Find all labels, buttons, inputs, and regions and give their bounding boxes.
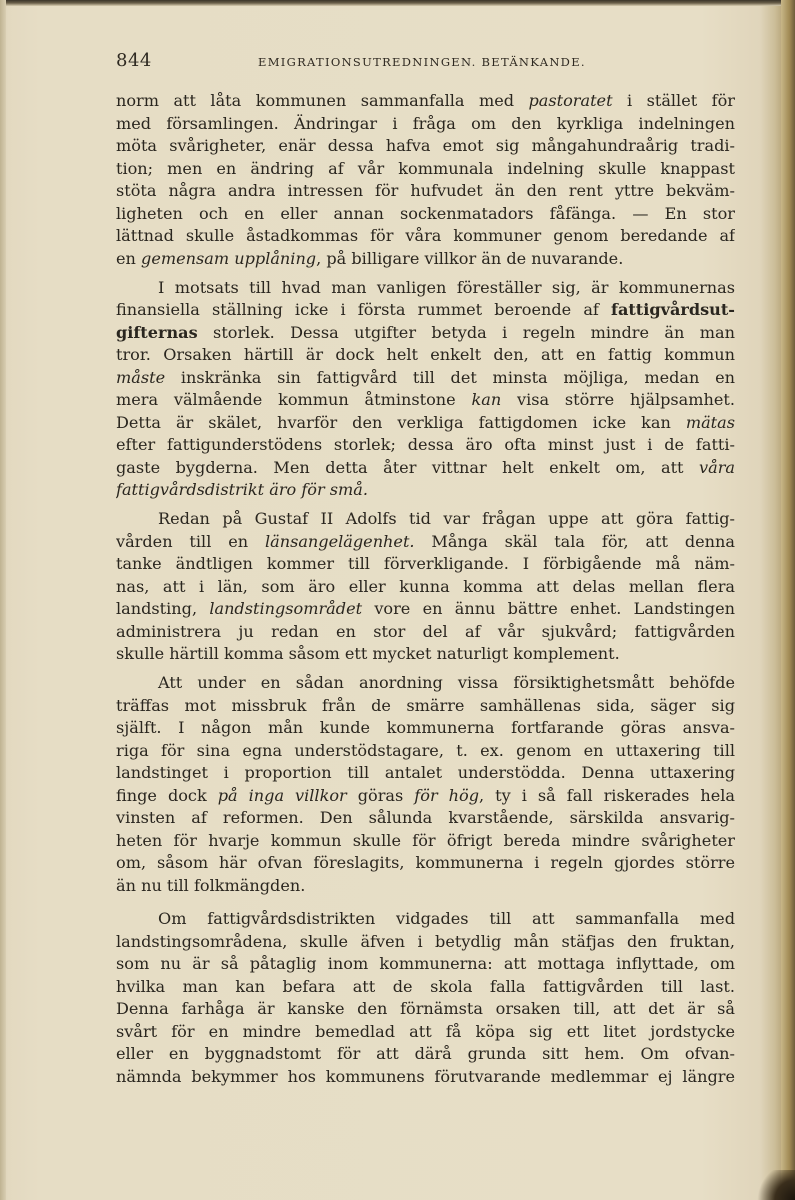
paragraph	[116, 277, 735, 502]
text-line: möta svårigheter, enär dessa hafva emot sig mångahundraårig tradi-	[116, 136, 735, 155]
text-line: riga för sina egna understödstagare, t. ex. genom en uttaxering till	[116, 740, 735, 760]
text-line: Denna farhåga är kanske den förnämsta orsaken till, att det är så	[116, 999, 735, 1018]
text-line: tror. Orsaken härtill är dock helt enkelt den, att en fattig kommun	[116, 345, 735, 364]
text-line: Om fattigvårdsdistrikten vidgades till att sammanfalla med	[158, 909, 735, 928]
text-line: en gemensam upplåning, på billigare villkor än de nuvarande.	[116, 248, 624, 268]
text-line: än nu till folkmängden.	[116, 875, 306, 895]
text-line: Detta är skälet, hvarför den verkliga fattigdomen icke kan mätas	[116, 412, 735, 432]
text-line: administrera ju redan en stor del af vår sjukvård; fattigvården	[116, 621, 735, 641]
text-line: vården till en länsangelägenhet. Många skäl tala för, att denna	[116, 531, 735, 551]
left-page-edge	[0, 0, 6, 1200]
text-line: Redan på Gustaf II Adolfs tid var frågan uppe att göra fattig-	[158, 509, 735, 528]
emphasis-text: på inga villkor	[217, 785, 347, 805]
text-line	[116, 479, 735, 502]
emphasis-text: fattigvårdsdistrikt äro för små.	[116, 480, 369, 499]
page-corner-shadow	[755, 1170, 795, 1200]
text-line: eller en byggnadstomt för att därå grunda sitt hem. Om ofvan-	[116, 1044, 735, 1063]
text-line: nas, att i län, som äro eller kunna komma att delas mellan flera	[116, 576, 735, 596]
page-header	[116, 50, 736, 76]
text-line: tion; men en ändring af vår kommunala indelning skulle knappast	[116, 158, 735, 178]
text-line: efter fattigunderstödens storlek; dessa äro ofta minst just i de fatti-	[116, 435, 735, 454]
text-line: finansiella ställning icke i första rummet beroende af fattigvårdsut-	[116, 300, 735, 319]
text-line: vinsten af reformen. Den sålunda kvarstående, särskilda ansvarig-	[116, 808, 735, 827]
emphasis-text: för hög	[414, 785, 480, 805]
paragraph-gap	[116, 897, 735, 908]
paragraph	[116, 908, 735, 1088]
text-line: gifternas storlek. Dessa utgifter betyda i regeln mindre än man	[116, 322, 735, 342]
text-line: I motsats till hvad man vanligen föreställer sig, är kommunernas	[158, 277, 735, 297]
emphasis-text: mätas	[685, 412, 735, 432]
text-line: gaste bygderna. Men detta åter vittnar helt enkelt om, att våra	[116, 457, 735, 477]
page-number: 844	[116, 50, 152, 71]
text-line: landsting, landstingsområdet vore en ännu bättre enhet. Landstingen	[116, 599, 735, 618]
text-line: nämnda bekymmer hos kommunens förutvarande medlemmar ej längre	[116, 1066, 735, 1086]
paragraph	[116, 508, 735, 666]
paragraph	[116, 90, 735, 270]
emphasis-text: måste	[116, 367, 166, 387]
text-line: landstinget i proportion till antalet understödda. Denna uttaxering	[116, 763, 735, 782]
emphasis-text: länsangelägenhet.	[264, 531, 415, 551]
text-line: lättnad skulle åstadkommas för våra kommuner genom beredande af	[116, 226, 735, 245]
text-line: om, såsom här ofvan föreslagits, kommunerna i regeln gjordes större	[116, 853, 735, 872]
top-border	[0, 0, 795, 6]
body-text	[116, 90, 735, 1088]
text-line: landstingsområdena, skulle äfven i betydlig mån stäfjas den fruktan,	[116, 931, 735, 951]
emphasis-text: kan	[471, 390, 502, 409]
emphasis-text: gemensam upplåning	[141, 248, 317, 268]
text-line: hvilka man kan befara att de skola falla fattigvården till last.	[116, 976, 735, 996]
text-line: med församlingen. Ändringar i fråga om den kyrkliga indelningen	[116, 113, 735, 133]
text-line: heten för hvarje kommun skulle för öfrigt bereda mindre svårigheter	[116, 830, 735, 850]
text-line: finge dock på inga villkor göras för hög, ty i så fall riskerades hela	[116, 785, 735, 805]
emphasis-text: pastoratet	[528, 91, 613, 110]
bold-text: gifternas	[116, 322, 198, 342]
text-line: träffas mot missbruk från de smärre samhällenas sida, säger sig	[116, 695, 735, 715]
text-line: ligheten och en eller annan sockenmatadors fåfänga. — En stor	[116, 203, 735, 223]
text-line: måste inskränka sin fattigvård till det minsta möjliga, medan en	[116, 367, 735, 387]
bold-text: fattigvårdsut-	[611, 300, 735, 319]
running-head: EMIGRATIONSUTREDNINGEN. BETÄNKANDE.	[258, 55, 586, 69]
text-line: norm att låta kommunen sammanfalla med pastoratet i stället för	[116, 91, 735, 110]
emphasis-text: landstingsområdet	[209, 599, 363, 618]
paragraph	[116, 672, 735, 897]
text-line: svårt för en mindre bemedlad att få köpa sig ett litet jordstycke	[116, 1021, 735, 1041]
text-line: som nu är så påtaglig inom kommunerna: att mottaga inflyttade, om	[116, 954, 735, 973]
right-page-edge	[781, 0, 795, 1200]
emphasis-text: våra	[699, 457, 735, 477]
text-line: själft. I någon mån kunde kommunerna fortfarande göras ansva-	[116, 718, 735, 737]
text-line: skulle härtill komma såsom ett mycket naturligt komplement.	[116, 644, 620, 663]
text-line: mera välmående kommun åtminstone kan visa större hjälpsamhet.	[116, 390, 735, 409]
text-line: stöta några andra intressen för hufvudet än den rent yttre bekväm-	[116, 181, 735, 200]
text-line: tanke ändtligen kommer till förverkligande. I förbigående må näm-	[116, 554, 735, 573]
text-line: Att under en sådan anordning vissa försiktighetsmått behöfde	[158, 673, 735, 692]
